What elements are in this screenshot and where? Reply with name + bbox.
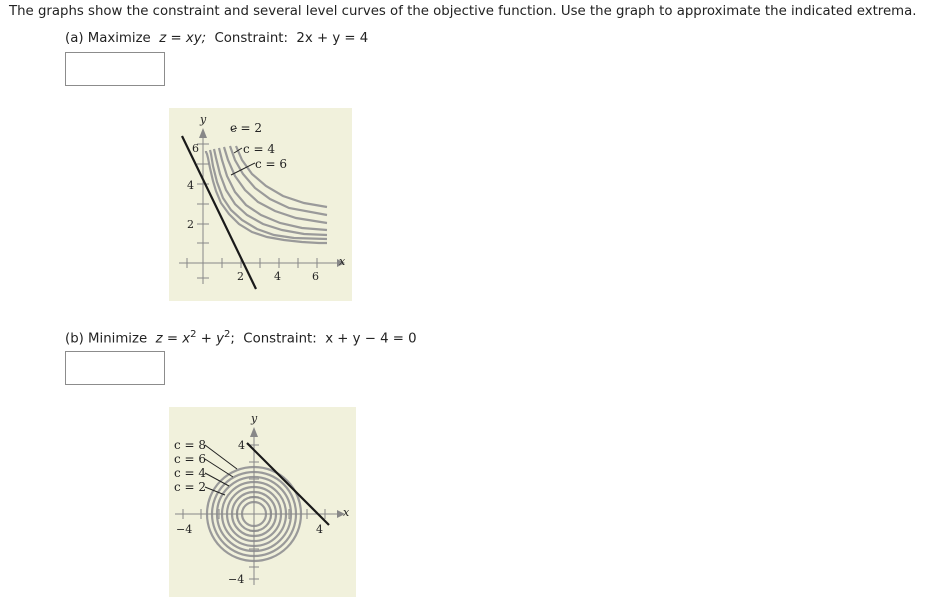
part-b-plus: + (200, 331, 212, 347)
part-a-y-tick-label: 6 (192, 142, 199, 155)
part-b-y-tick-label: −4 (228, 573, 245, 586)
part-a-prompt (65, 31, 368, 46)
part-a-x-tick-label: 2 (237, 270, 244, 283)
part-b-y-axis-label: y (251, 412, 258, 425)
instructions-text: The graphs show the constraint and several level curves of the objective function. Use the graph to approximate the indicated extrema. (9, 4, 917, 19)
part-b-y-tick-label: 4 (238, 439, 245, 452)
part-a-z: z (159, 31, 167, 46)
part-b-constraint: x + y − 4 = 0 (325, 331, 417, 347)
part-a-x-axis-label: x (339, 255, 346, 268)
part-a-eq: = (170, 31, 182, 46)
part-b-x-tick-label: −4 (176, 523, 193, 536)
part-b-curve-label-c4: c = 4 (174, 466, 207, 480)
part-a-curve-label-c6: c = 6 (255, 157, 288, 171)
part-a-answer-box[interactable] (65, 52, 165, 86)
part-b-semicolon: ; (230, 331, 235, 347)
part-a-label: (a) Maximize (65, 31, 151, 46)
part-a-constraint: 2x + y = 4 (296, 31, 369, 46)
part-a-y-axis-label: y (200, 113, 207, 126)
part-a-graph (169, 108, 352, 301)
part-b-exponent: 2 (190, 329, 197, 340)
part-b-z: z (155, 331, 163, 347)
part-b-x: x (182, 331, 191, 347)
part-b-prompt (65, 329, 417, 346)
part-b-graph (169, 407, 356, 597)
part-a-curve-label-c4: c = 4 (243, 142, 276, 156)
part-b-curve-label-c6: c = 6 (174, 452, 207, 466)
part-b-y: y (216, 331, 224, 347)
part-b-x-axis-label: x (343, 506, 350, 519)
part-a-objective: xy; (185, 31, 207, 46)
part-b-label: (b) Minimize (65, 331, 148, 347)
part-b-x-tick-label: 4 (316, 523, 323, 536)
part-b-answer-box[interactable] (65, 351, 165, 385)
part-a-constraint-label: Constraint: (214, 31, 288, 46)
part-b-constraint-label: Constraint: (243, 331, 317, 347)
part-b-graph-background (169, 407, 356, 597)
part-a-x-tick-label: 6 (312, 270, 319, 283)
part-b-curve-label-c8: c = 8 (174, 438, 207, 452)
part-b-exponent: 2 (223, 329, 231, 340)
part-b-eq: = (166, 331, 178, 347)
part-a-y-tick-label: 2 (187, 218, 194, 231)
part-b-curve-label-c2: c = 2 (174, 480, 207, 494)
part-a-y-tick-label: 4 (187, 179, 194, 192)
part-a-curve-label-c2: c = 2 (230, 121, 263, 135)
part-a-x-tick-label: 4 (274, 270, 281, 283)
